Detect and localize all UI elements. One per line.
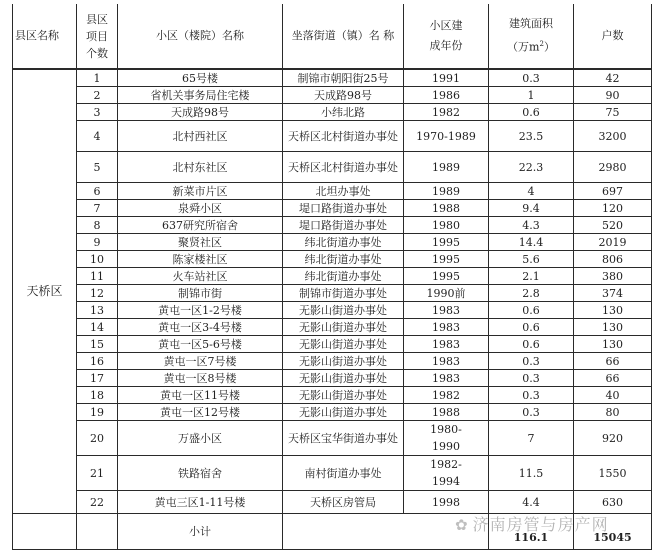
wechat-icon: ✿ <box>455 516 469 534</box>
row-number-cell: 1 <box>77 69 118 87</box>
table-row <box>13 285 652 302</box>
street-name-cell: 天成路98号 <box>283 87 404 104</box>
floor-area-cell: 2.8 <box>489 285 574 302</box>
watermark: ✿ 济南房管与房产网 <box>455 515 609 534</box>
subtotal-street-cell <box>283 514 404 550</box>
street-name-cell: 制锦市街道办事处 <box>283 285 404 302</box>
row-number-cell: 17 <box>77 370 118 387</box>
build-year-cell: 1995 <box>404 234 489 251</box>
build-year-cell: 1982 <box>404 104 489 121</box>
estate-name-cell: 黄屯一区8号楼 <box>118 370 283 387</box>
table-row <box>13 421 652 456</box>
households-cell: 2019 <box>574 234 652 251</box>
build-year-cell: 1982 <box>404 387 489 404</box>
row-number-cell: 20 <box>77 421 118 456</box>
table-row <box>13 387 652 404</box>
estate-name-cell: 黄屯一区12号楼 <box>118 404 283 421</box>
street-name-cell: 天桥区北村街道办事处 <box>283 121 404 152</box>
build-year-cell: 1986 <box>404 87 489 104</box>
estate-name-cell: 陈家楼社区 <box>118 251 283 268</box>
row-number-cell: 14 <box>77 319 118 336</box>
floor-area-cell: 0.3 <box>489 353 574 370</box>
households-cell: 66 <box>574 353 652 370</box>
floor-area-cell: 9.4 <box>489 200 574 217</box>
estate-name-cell: 新菜市片区 <box>118 183 283 200</box>
households-cell: 75 <box>574 104 652 121</box>
estate-name-cell: 泉舜小区 <box>118 200 283 217</box>
subtotal-count-cell <box>77 514 118 550</box>
floor-area-cell: 4.4 <box>489 491 574 514</box>
row-number-cell: 8 <box>77 217 118 234</box>
header-floor-area: 建筑面积 （万$m^2$） <box>489 4 574 69</box>
floor-area-cell: 1 <box>489 87 574 104</box>
estate-name-cell: 65号楼 <box>118 69 283 87</box>
street-name-cell: 小纬北路 <box>283 104 404 121</box>
build-year-cell: 1991 <box>404 69 489 87</box>
build-year-cell: 1988 <box>404 200 489 217</box>
floor-area-cell: 0.3 <box>489 387 574 404</box>
header-project-count: 县区 项目 个数 <box>77 4 118 69</box>
table-row <box>13 491 652 514</box>
build-year-cell: 1988 <box>404 404 489 421</box>
county-name-cell: 天桥区 <box>13 69 77 514</box>
households-cell: 130 <box>574 302 652 319</box>
row-number-cell: 22 <box>77 491 118 514</box>
households-cell: 3200 <box>574 121 652 152</box>
street-name-cell: 堤口路街道办事处 <box>283 200 404 217</box>
floor-area-cell: 23.5 <box>489 121 574 152</box>
build-year-cell: 1983 <box>404 370 489 387</box>
table-row <box>13 353 652 370</box>
row-number-cell: 15 <box>77 336 118 353</box>
households-cell: 1550 <box>574 456 652 491</box>
build-year-cell: 1983 <box>404 353 489 370</box>
estate-name-cell: 铁路宿舍 <box>118 456 283 491</box>
estate-name-cell: 天成路98号 <box>118 104 283 121</box>
street-name-cell: 天桥区宝华街道办事处 <box>283 421 404 456</box>
build-year-cell: 1990前 <box>404 285 489 302</box>
estate-name-cell: 聚贤社区 <box>118 234 283 251</box>
floor-area-cell: 0.3 <box>489 370 574 387</box>
households-cell: 120 <box>574 200 652 217</box>
floor-area-cell: 2.1 <box>489 268 574 285</box>
header-build-year: 小区建 成年份 <box>404 4 489 69</box>
build-year-cell: 1995 <box>404 268 489 285</box>
build-year-cell: 1983 <box>404 336 489 353</box>
households-cell: 380 <box>574 268 652 285</box>
estate-name-cell: 万盛小区 <box>118 421 283 456</box>
table-row <box>13 234 652 251</box>
estate-name-cell: 黄屯一区1-2号楼 <box>118 302 283 319</box>
row-number-cell: 19 <box>77 404 118 421</box>
estate-name-cell: 637研究所宿舍 <box>118 217 283 234</box>
street-name-cell: 天桥区房管局 <box>283 491 404 514</box>
table-row <box>13 336 652 353</box>
table-row <box>13 319 652 336</box>
floor-area-cell: 22.3 <box>489 152 574 183</box>
table-row <box>13 87 652 104</box>
row-number-cell: 12 <box>77 285 118 302</box>
estate-name-cell: 黄屯一区5-6号楼 <box>118 336 283 353</box>
subtotal-label: 小计 <box>118 514 283 550</box>
row-number-cell: 2 <box>77 87 118 104</box>
table-row <box>13 370 652 387</box>
estate-name-cell: 制锦市街 <box>118 285 283 302</box>
street-name-cell: 纬北街道办事处 <box>283 234 404 251</box>
households-cell: 130 <box>574 319 652 336</box>
build-year-cell: 1995 <box>404 251 489 268</box>
header-estate-name: 小区（楼院）名称 <box>118 4 283 69</box>
header-street: 坐落街道（镇）名 称 <box>283 4 404 69</box>
households-cell: 374 <box>574 285 652 302</box>
table-row <box>13 404 652 421</box>
housing-estates-table <box>12 4 652 550</box>
subtotal-area: 116.1 <box>489 514 574 550</box>
row-number-cell: 5 <box>77 152 118 183</box>
households-cell: 90 <box>574 87 652 104</box>
row-number-cell: 21 <box>77 456 118 491</box>
floor-area-cell: 0.6 <box>489 302 574 319</box>
street-name-cell: 纬北街道办事处 <box>283 268 404 285</box>
households-cell: 66 <box>574 370 652 387</box>
street-name-cell: 无影山街道办事处 <box>283 302 404 319</box>
subtotal-households: 15045 <box>574 514 652 550</box>
estate-name-cell: 黄屯一区11号楼 <box>118 387 283 404</box>
table-row <box>13 152 652 183</box>
households-cell: 40 <box>574 387 652 404</box>
build-year-cell: 1998 <box>404 491 489 514</box>
table-row <box>13 302 652 319</box>
header-households: 户数 <box>574 4 652 69</box>
table-row <box>13 183 652 200</box>
build-year-cell: 1989 <box>404 183 489 200</box>
row-number-cell: 6 <box>77 183 118 200</box>
floor-area-cell: 0.6 <box>489 319 574 336</box>
households-cell: 920 <box>574 421 652 456</box>
table-header-row <box>13 4 652 69</box>
street-name-cell: 无影山街道办事处 <box>283 319 404 336</box>
floor-area-cell: 5.6 <box>489 251 574 268</box>
street-name-cell: 无影山街道办事处 <box>283 404 404 421</box>
table-row <box>13 217 652 234</box>
floor-area-cell: 14.4 <box>489 234 574 251</box>
row-number-cell: 11 <box>77 268 118 285</box>
floor-area-cell: 0.3 <box>489 404 574 421</box>
table-row <box>13 456 652 491</box>
street-name-cell: 天桥区北村街道办事处 <box>283 152 404 183</box>
row-number-cell: 3 <box>77 104 118 121</box>
street-name-cell: 北坦办事处 <box>283 183 404 200</box>
street-name-cell: 南村街道办事处 <box>283 456 404 491</box>
estate-name-cell: 黄屯一区3-4号楼 <box>118 319 283 336</box>
floor-area-cell: 11.5 <box>489 456 574 491</box>
street-name-cell: 堤口路街道办事处 <box>283 217 404 234</box>
floor-area-cell: 0.6 <box>489 336 574 353</box>
row-number-cell: 10 <box>77 251 118 268</box>
table-row <box>13 200 652 217</box>
table-row <box>13 251 652 268</box>
table-row <box>13 268 652 285</box>
households-cell: 697 <box>574 183 652 200</box>
households-cell: 806 <box>574 251 652 268</box>
street-name-cell: 制锦市朝阳街25号 <box>283 69 404 87</box>
row-number-cell: 4 <box>77 121 118 152</box>
floor-area-cell: 4.3 <box>489 217 574 234</box>
floor-area-cell: 0.6 <box>489 104 574 121</box>
table-row <box>13 104 652 121</box>
build-year-cell: 1989 <box>404 152 489 183</box>
households-cell: 80 <box>574 404 652 421</box>
build-year-cell: 1970-1989 <box>404 121 489 152</box>
table-row <box>13 121 652 152</box>
households-cell: 520 <box>574 217 652 234</box>
street-name-cell: 纬北街道办事处 <box>283 251 404 268</box>
build-year-cell: 1983 <box>404 302 489 319</box>
row-number-cell: 16 <box>77 353 118 370</box>
estate-name-cell: 火车站社区 <box>118 268 283 285</box>
households-cell: 630 <box>574 491 652 514</box>
build-year-cell: 1982- 1994 <box>404 456 489 491</box>
subtotal-row <box>13 514 652 550</box>
floor-area-cell: 7 <box>489 421 574 456</box>
build-year-cell: 1980 <box>404 217 489 234</box>
floor-area-cell: 0.3 <box>489 69 574 87</box>
row-number-cell: 7 <box>77 200 118 217</box>
households-cell: 42 <box>574 69 652 87</box>
subtotal-year-cell <box>404 514 489 550</box>
street-name-cell: 无影山街道办事处 <box>283 387 404 404</box>
row-number-cell: 13 <box>77 302 118 319</box>
build-year-cell: 1983 <box>404 319 489 336</box>
street-name-cell: 无影山街道办事处 <box>283 370 404 387</box>
households-cell: 2980 <box>574 152 652 183</box>
row-number-cell: 9 <box>77 234 118 251</box>
estate-name-cell: 黄屯一区7号楼 <box>118 353 283 370</box>
estate-name-cell: 省机关事务局住宅楼 <box>118 87 283 104</box>
street-name-cell: 无影山街道办事处 <box>283 336 404 353</box>
estate-name-cell: 北村东社区 <box>118 152 283 183</box>
row-number-cell: 18 <box>77 387 118 404</box>
floor-area-cell: 4 <box>489 183 574 200</box>
estate-name-cell: 黄屯三区1-11号楼 <box>118 491 283 514</box>
table-row <box>13 69 652 87</box>
build-year-cell: 1980- 1990 <box>404 421 489 456</box>
households-cell: 130 <box>574 336 652 353</box>
subtotal-county-cell <box>13 514 77 550</box>
estate-name-cell: 北村西社区 <box>118 121 283 152</box>
header-county-name: 县区名称 <box>13 4 77 69</box>
street-name-cell: 无影山街道办事处 <box>283 353 404 370</box>
